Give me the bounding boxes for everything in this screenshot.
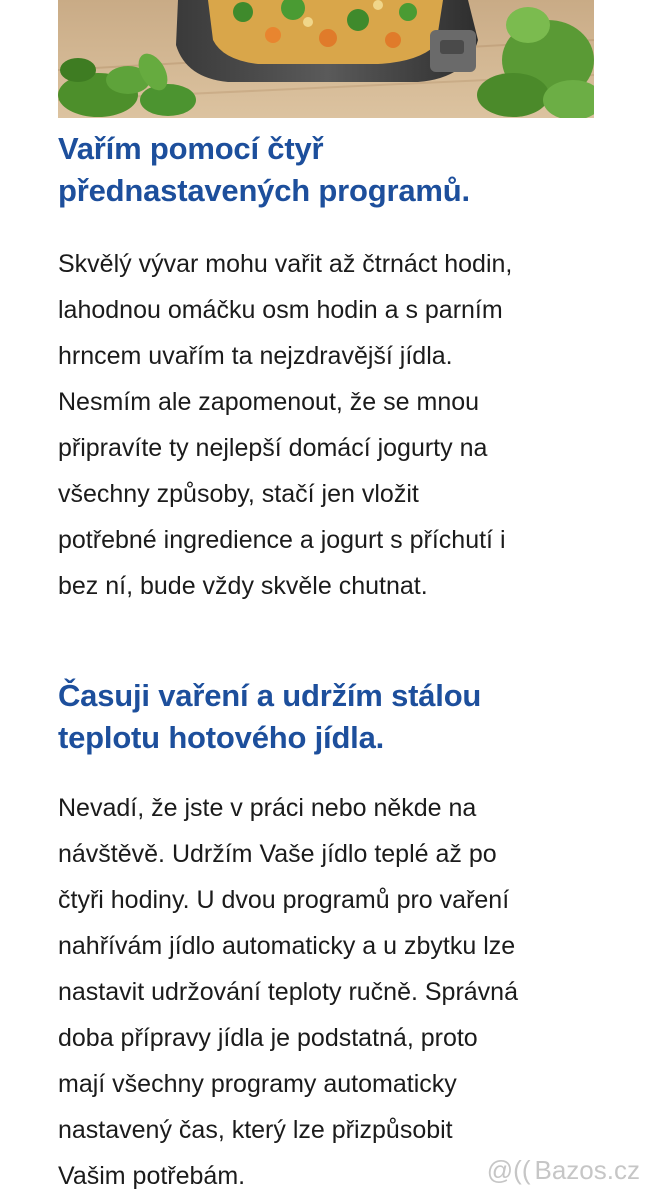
- section1-heading: [58, 128, 618, 212]
- paragraph-line: všechny způsoby, stačí jen vložit: [58, 480, 419, 508]
- paragraph-line: nastavit udržování teploty ručně. Správná: [58, 978, 518, 1006]
- paragraph-line: Nesmím ale zapomenout, že se mnou: [58, 388, 480, 416]
- paragraph-line: Skvělý vývar mohu vařit až čtrnáct hodin,: [58, 250, 513, 278]
- section2-paragraph: [58, 785, 638, 1199]
- paragraph-line: lahodnou omáčku osm hodin a s parním: [58, 296, 503, 324]
- section1-paragraph: [58, 241, 638, 609]
- paragraph-line: čtyři hodiny. U dvou programů pro vaření: [58, 886, 510, 914]
- paragraph-line: Vašim potřebám.: [58, 1162, 246, 1190]
- paragraph-line: hrncem uvařím ta nejzdravější jídla.: [58, 342, 453, 370]
- section1-heading-line: přednastavených programů.: [58, 173, 470, 208]
- section2-heading-line: Časuji vaření a udržím stálou: [58, 678, 482, 713]
- paragraph-line: připravíte ty nejlepší domácí jogurty na: [58, 434, 488, 462]
- paragraph-line: nahřívám jídlo automaticky a u zbytku lze: [58, 932, 516, 960]
- paragraph-line: potřebné ingredience a jogurt s příchutí i: [58, 526, 506, 554]
- paragraph-line: doba přípravy jídla je podstatná, proto: [58, 1024, 478, 1052]
- section2-heading: [58, 675, 618, 759]
- paragraph-line: návštěvě. Udržím Vaše jídlo teplé až po: [58, 840, 497, 868]
- bazos-watermark: [487, 1155, 640, 1186]
- section2-heading-line: teplotu hotového jídla.: [58, 720, 385, 755]
- paragraph-line: nastavený čas, který lze přizpůsobit: [58, 1116, 453, 1144]
- section1-heading-line: Vařím pomocí čtyř: [58, 131, 324, 166]
- paragraph-line: bez ní, bude vždy skvěle chutnat.: [58, 572, 428, 600]
- watermark-text: Bazos.cz: [534, 1155, 640, 1185]
- paragraph-line: mají všechny programy automaticky: [58, 1070, 457, 1098]
- bazos-logo-icon: @((: [486, 1155, 531, 1185]
- paragraph-line: Nevadí, že jste v práci nebo někde na: [58, 794, 477, 822]
- hero-image: [58, 0, 594, 118]
- hero-illustration: [58, 0, 594, 118]
